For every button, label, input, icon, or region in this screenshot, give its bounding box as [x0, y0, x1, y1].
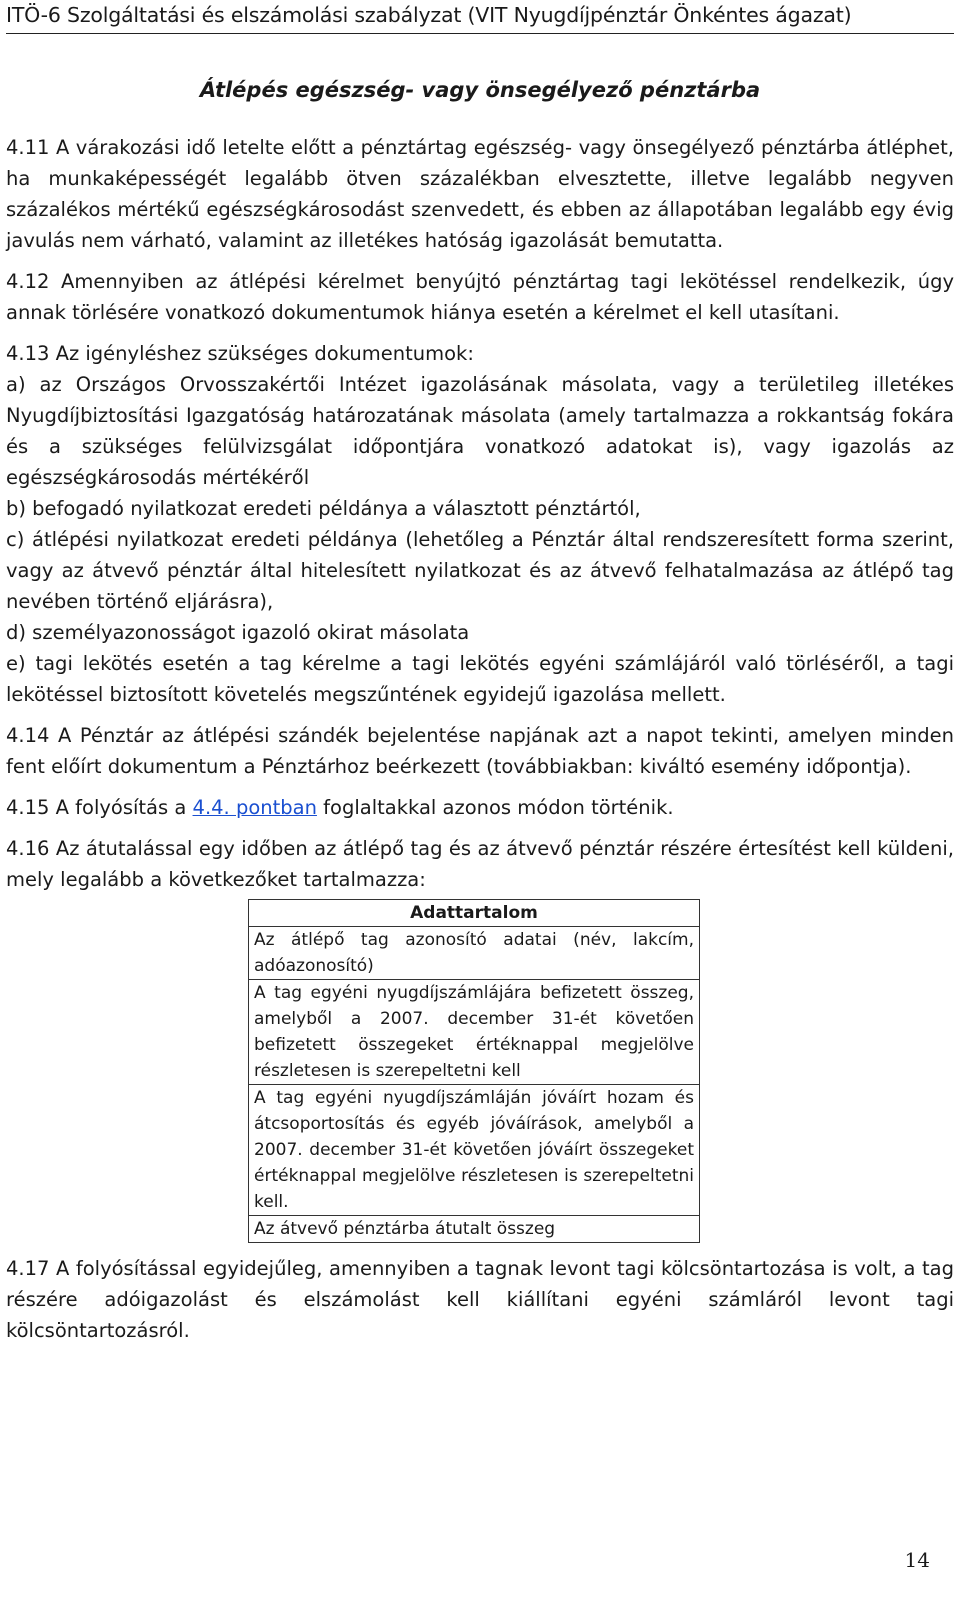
- list-item-e: e) tagi lekötés esetén a tag kérelme a tagi lekötés egyéni számlájáról való törléséről, a tagi lekötéssel biztosított követelés megszűntének egyidejű igazolása mellett.: [6, 652, 954, 706]
- section-title: Átlépés egészség- vagy önsegélyező pénztárba: [199, 78, 761, 102]
- paragraph-4-16: 4.16 Az átutalással egy időben az átlépő tag és az átvevő pénztár részére értesítést kell küldeni, mely legalább a következőket tartalmazza:: [6, 837, 954, 891]
- table-header-row: [249, 900, 700, 927]
- paragraph-4-11: 4.11 A várakozási idő letelte előtt a pénztártag egészség- vagy önsegélyező pénztárba átléphet, ha munkaképességét legalább ötven százalékban elvesztette, illetve legalább negyven százalékos mértékű egészségkárosodást szenvedett, és ebben az állapotában legalább egy évig javulás nem várható, valamint az illetékes hatóság igazolását bemutatta.: [6, 136, 954, 252]
- table-row: [249, 1085, 700, 1216]
- paragraph-4-13: [6, 338, 954, 710]
- document-page: [6, 0, 954, 1346]
- table-cell: Az átvevő pénztárba átutalt összeg: [249, 1216, 700, 1243]
- list-item-a: a) az Országos Orvosszakértői Intézet igazolásának másolata, vagy a területileg illetékes Nyugdíjbiztosítási Igazgatóság határozatának másolata (amely tartalmazza a rokkantság fokára és a szükséges felülvizsgálat időpontjára vonatkozó adatokat is), vagy igazolás az egészségkárosodás mértékéről: [6, 373, 954, 489]
- section-4-4-link[interactable]: 4.4. pontban: [192, 796, 317, 819]
- table-row: [249, 980, 700, 1085]
- list-item-d: d) személyazonosságot igazoló okirat másolata: [6, 621, 470, 644]
- document-header: ITÖ-6 Szolgáltatási és elszámolási szabályzat (VIT Nyugdíjpénztár Önkéntes ágazat): [6, 0, 954, 34]
- table-row: [249, 927, 700, 980]
- paragraph-4-14: 4.14 A Pénztár az átlépési szándék bejelentése napjának azt a napot tekinti, amelyen minden fent előírt dokumentum a Pénztárhoz beérkezett (továbbiakban: kiváltó esemény időpontja).: [6, 724, 954, 778]
- table-cell: A tag egyéni nyugdíjszámlájára befizetett összeg, amelyből a 2007. december 31-ét követően befizetett összegeket értéknappal megjelölve részletesen is szerepeltetni kell: [249, 980, 700, 1085]
- table-cell: A tag egyéni nyugdíjszámláján jóváírt hozam és átcsoportosítás és egyéb jóváírások, amelyből a 2007. december 31-ét követően jóváírt összegeket értéknappal megjelölve részletesen is szerepeltetni kell.: [249, 1085, 700, 1216]
- paragraph-4-15: [6, 792, 954, 823]
- table-cell: Az átlépő tag azonosító adatai (név, lakcím, adóazonosító): [249, 927, 700, 980]
- paragraph-4-12: 4.12 Amennyiben az átlépési kérelmet benyújtó pénztártag tagi lekötéssel rendelkezik, úgy annak törlésére vonatkozó dokumentumok hiánya esetén a kérelmet el kell utasítani.: [6, 270, 954, 324]
- list-item-c: c) átlépési nyilatkozat eredeti példánya (lehetőleg a Pénztár által rendszeresített forma szerint, vagy az átvevő pénztár által hitelesített nyilatkozat és az átvevő felhatalmazása az átlépő tag nevében történő eljárásra),: [6, 528, 954, 613]
- table-header-cell: Adattartalom: [249, 900, 700, 927]
- paragraph-4-15-after: foglaltakkal azonos módon történik.: [316, 796, 674, 819]
- paragraph-4-17: 4.17 A folyósítással egyidejűleg, amennyiben a tagnak levont tagi kölcsöntartozása is volt, a tag részére adóigazolást és elszámolást kell kiállítani egyéni számláról levont tagi kölcsöntartozásról.: [6, 1257, 954, 1342]
- paragraph-4-13-intro: 4.13 Az igényléshez szükséges dokumentumok:: [6, 342, 474, 365]
- page-number: 14: [904, 1548, 930, 1572]
- paragraph-4-15-before: 4.15 A folyósítás a: [6, 796, 193, 819]
- table-row: [249, 1216, 700, 1243]
- data-content-table: [248, 899, 700, 1243]
- list-item-b: b) befogadó nyilatkozat eredeti példánya a választott pénztártól,: [6, 497, 641, 520]
